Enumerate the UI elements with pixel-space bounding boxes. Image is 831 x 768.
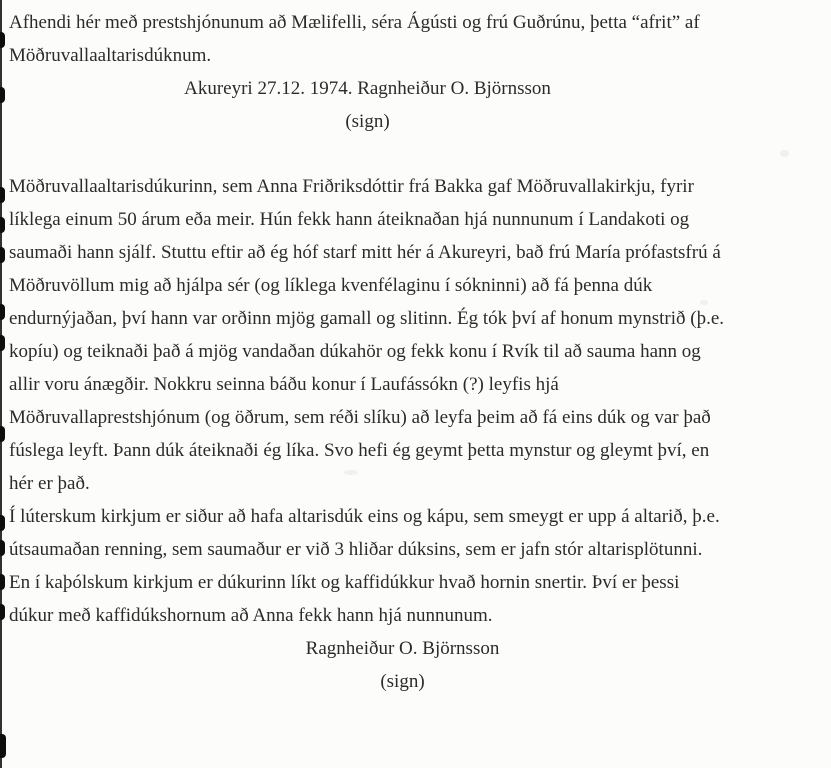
text-line: útsaumaðan renning, sem saumaður er við 3 hliðar dúksins, sem er jafn stór altarisplötunni. xyxy=(9,539,703,560)
text-line: Í lúterskum kirkjum er siður að hafa altarisdúk eins og kápu, sem smeygt er upp á altarið, þ.e. xyxy=(9,506,720,527)
text-line: hér er það. xyxy=(9,473,90,494)
text-line: líklega einum 50 árum eða meir. Hún fekk hann áteiknaðan hjá nunnunum í Landakoti og xyxy=(9,209,690,230)
text-line: Möðruvöllum mig að hjálpa sér (og líklega kvenfélaginu í sókninni) að fá þenna dúk xyxy=(9,275,653,296)
text-line: saumaði hann sjálf. Stuttu eftir að ég hóf starf mitt hér á Akureyri, bað frú María prófastsfrú á xyxy=(9,242,721,263)
paragraph-closing xyxy=(9,500,831,632)
text-line: fúslega leyft. Þann dúk áteiknaði ég líka. Svo hefi ég geymt þetta mynstur og gleymt því, en xyxy=(9,440,710,461)
signature-name: Ragnheiður O. Björnsson xyxy=(305,638,500,659)
text-line: dúkur með kaffidúkshornum að Anna fekk hann hjá nunnunum. xyxy=(9,605,493,626)
signature-block xyxy=(9,632,831,698)
text-line: Möðruvallaprestshjónum (og öðrum, sem réði slíku) að leyfa þeim að fá eins dúk og var það xyxy=(9,407,711,428)
paragraph-body xyxy=(9,170,831,500)
text-line: endurnýjaðan, því hann var orðinn mjög gamall og slitinn. Ég tók því af honum mynstrið (þ.e. xyxy=(9,308,725,329)
text-line: En í kaþólskum kirkjum er dúkurinn líkt og kaffidúkkur hvað hornin snertir. Því er þessi xyxy=(9,572,680,593)
dateline: Akureyri 27.12. 1974. Ragnheiður O. Björnsson xyxy=(184,78,551,99)
text-line: Afhendi hér með prestshjónunum að Mælifelli, séra Ágústi og frú Guðrúnu, þetta “afrit” af xyxy=(9,12,700,33)
text-line: Möðruvallaaltarisdúkurinn, sem Anna Friðriksdóttir frá Bakka gaf Möðruvallakirkju, fyrir xyxy=(9,176,694,197)
paragraph-intro xyxy=(9,6,831,138)
text-line: allir voru ánægðir. Nokkru seinna báðu konur í Laufássókn (?) leyfis hjá xyxy=(9,374,559,395)
text-line: kopíu) og teiknaði það á mjög vandaðan dúkahör og fekk konu í Rvík til að sauma hann og xyxy=(9,341,701,362)
signature-placeholder: (sign) xyxy=(380,671,425,692)
scan-edge-mark xyxy=(0,734,6,758)
text-line: Möðruvallaaltarisdúknum. xyxy=(9,45,212,66)
signature-placeholder: (sign) xyxy=(345,111,390,132)
